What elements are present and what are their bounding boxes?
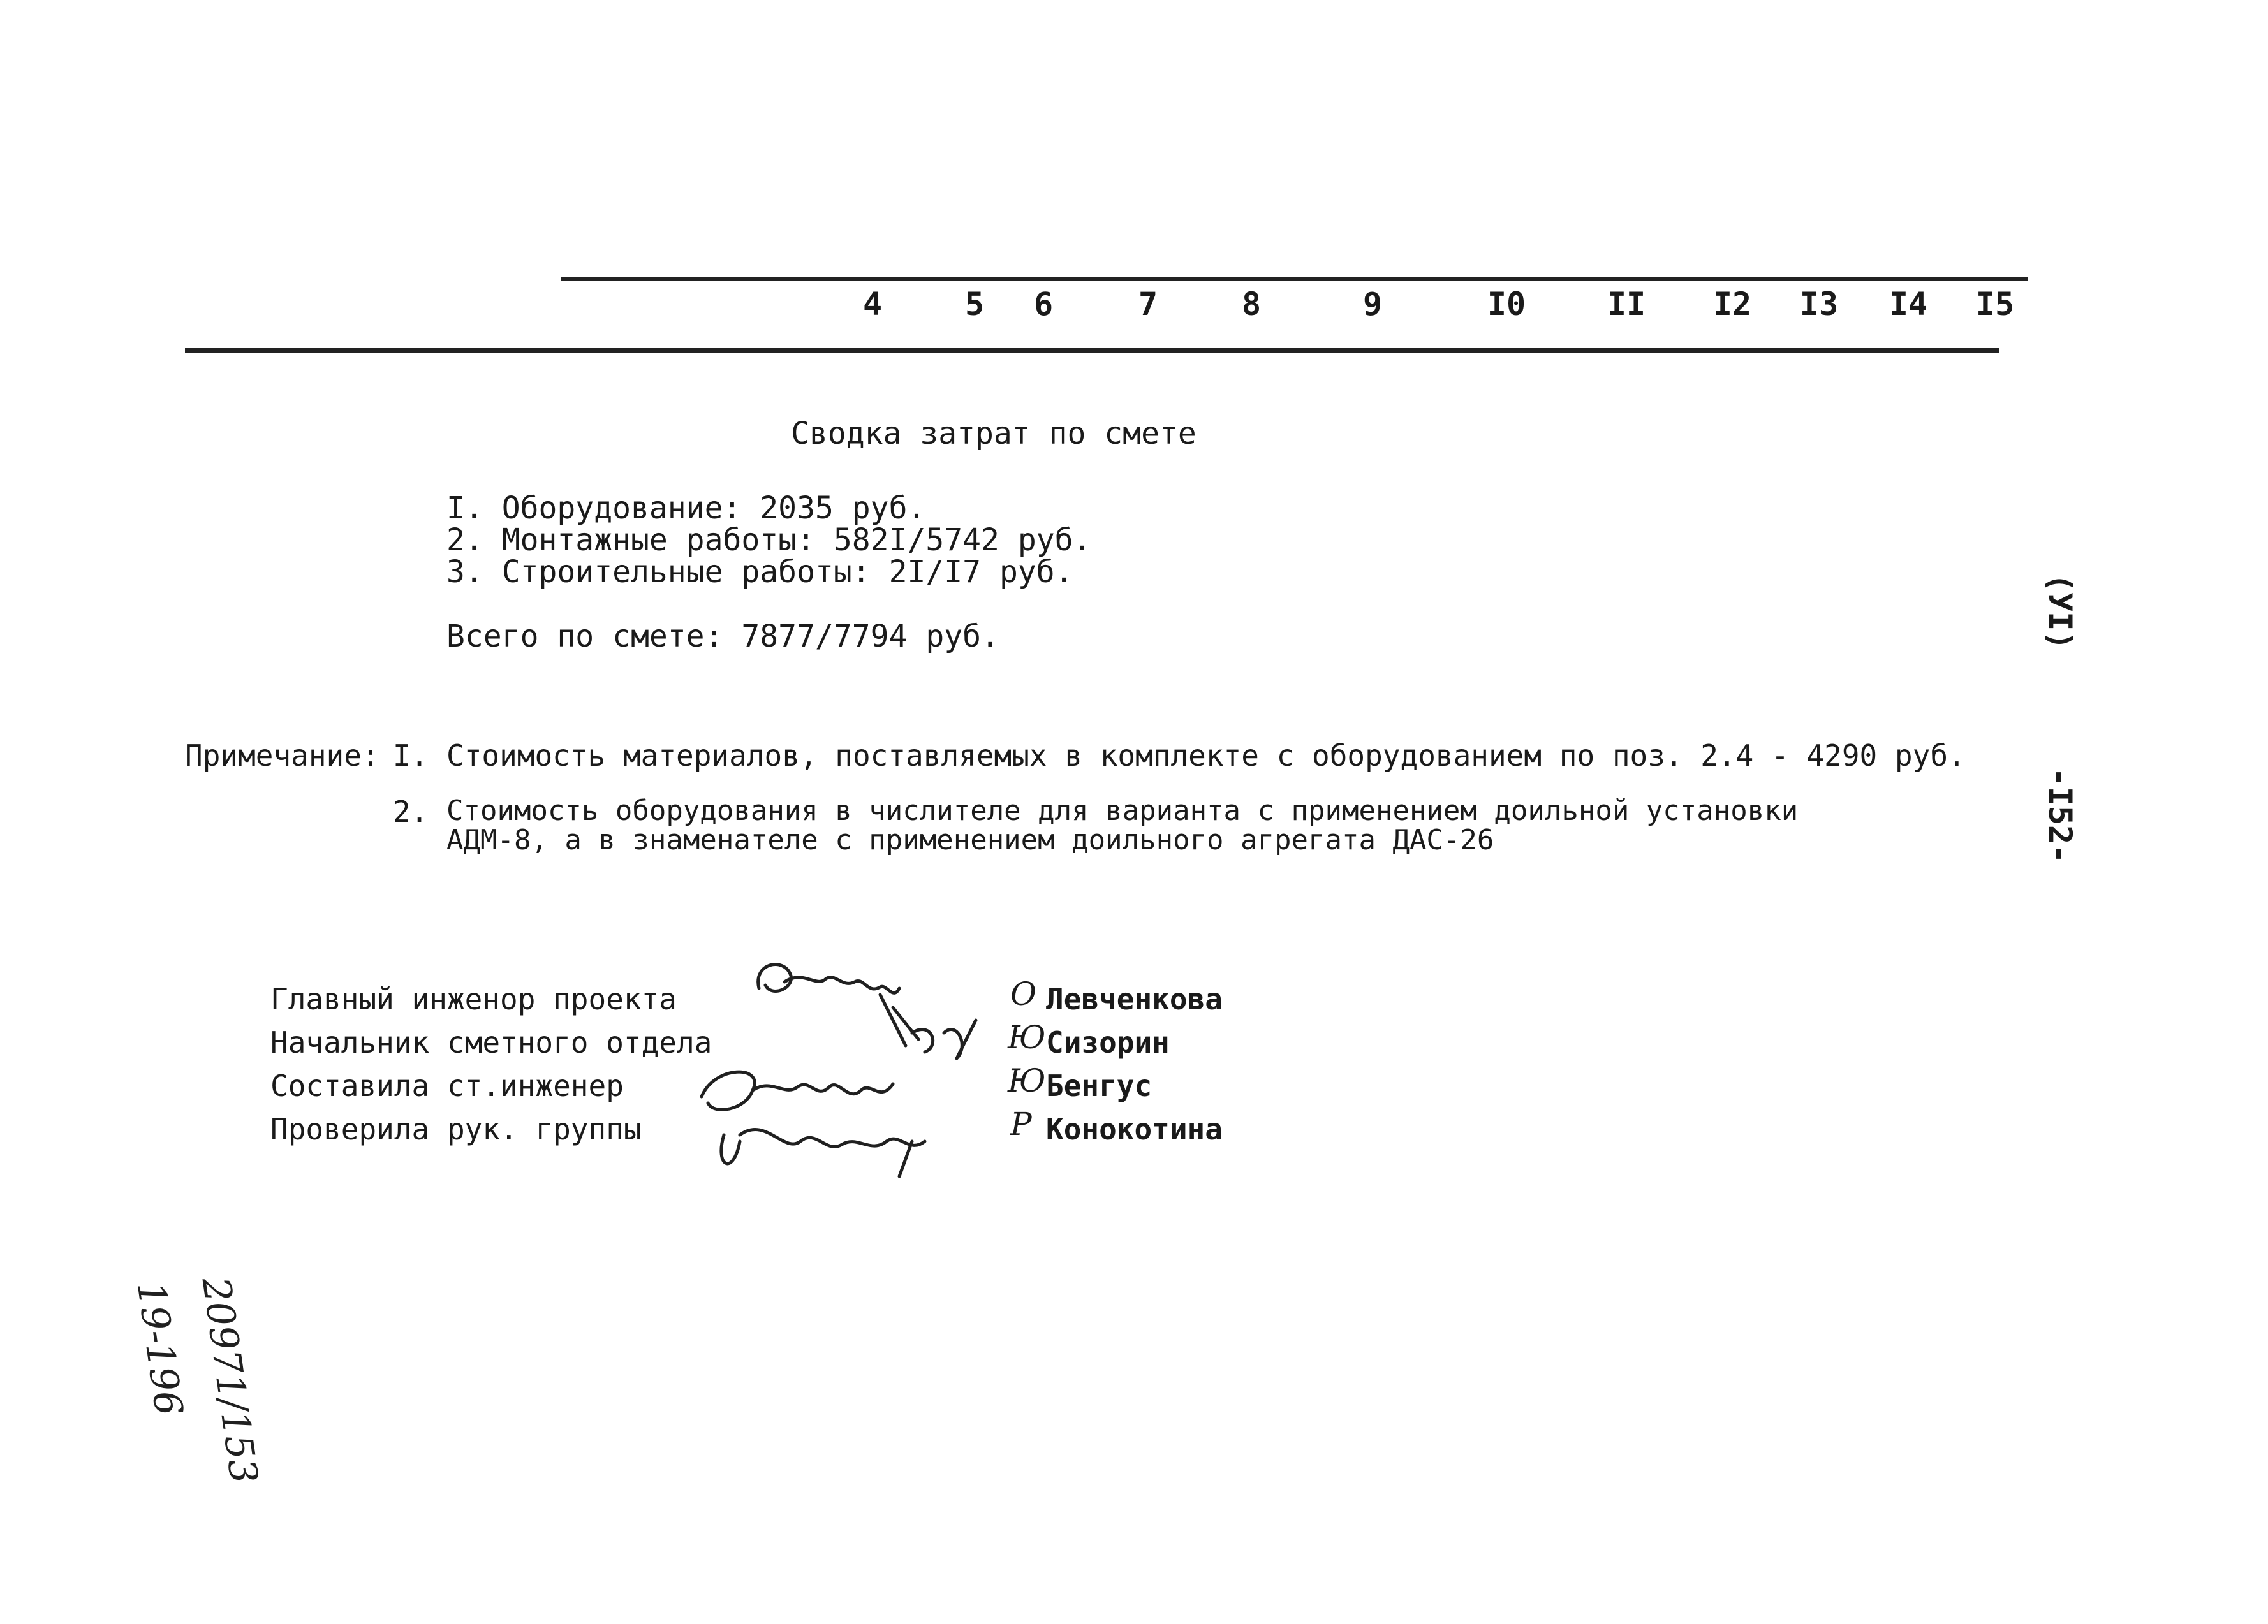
signature-name: Левченкова <box>1046 982 1223 1016</box>
sheet-code: (УI) <box>2042 573 2079 650</box>
note-2-number: 2. <box>393 794 429 829</box>
cost-item-construction: 3. Строительные работы: 2I/I7 руб. <box>446 554 1073 590</box>
handwritten-signatures <box>689 950 1033 1180</box>
column-number: 4 <box>862 286 883 323</box>
column-number: I2 <box>1712 286 1752 323</box>
page-number: -I52- <box>2042 767 2079 864</box>
signature-role: Начальник сметного отдела <box>270 1025 712 1060</box>
signature-name: Сизорин <box>1046 1025 1170 1060</box>
signature-initial: Ю <box>1008 1062 1046 1099</box>
archive-date: 19-196 <box>128 1278 191 1419</box>
signature-role: Составила ст.инженер <box>270 1069 624 1103</box>
column-number: 9 <box>1362 286 1383 323</box>
top-rule <box>561 277 2028 281</box>
header-bottom-rule <box>185 348 1999 353</box>
note-1-number: I. <box>393 738 429 773</box>
signature-initial: Р <box>1010 1106 1032 1143</box>
cost-item-equipment: I. Оборудование: 2035 руб. <box>446 490 926 526</box>
cost-item-installation: 2. Монтажные работы: 582I/5742 руб. <box>446 522 1092 558</box>
note-label: Примечание: <box>185 738 379 773</box>
archive-number: 20971/153 <box>193 1274 267 1487</box>
note-2-text-line-2: АДМ-8, а в знаменателе с применением доильного агрегата ДАС-26 <box>446 824 1494 856</box>
summary-title: Сводка затрат по смете <box>791 416 1197 451</box>
column-number: II <box>1607 286 1646 323</box>
note-2-text-line-1: Стоимость оборудования в числителе для варианта с применением доильной установки <box>446 794 1799 827</box>
estimate-total: Всего по смете: 7877/7794 руб. <box>446 618 999 654</box>
column-number: 6 <box>1033 286 1054 323</box>
column-number: I0 <box>1487 286 1526 323</box>
column-number: I4 <box>1889 286 1928 323</box>
note-1-text: Стоимость материалов, поставляемых в комплекте с оборудованием по поз. 2.4 - 4290 руб. <box>446 738 1966 773</box>
column-number: 7 <box>1138 286 1158 323</box>
column-number: I5 <box>1975 286 2015 323</box>
column-number: I3 <box>1799 286 1839 323</box>
column-number: 5 <box>964 286 985 323</box>
cost-items-list <box>446 492 1091 588</box>
signature-role: Проверила рук. группы <box>270 1112 642 1146</box>
signature-initial: О <box>1010 976 1036 1013</box>
signature-name: Бенгус <box>1046 1069 1152 1103</box>
signature-initial: Ю <box>1008 1019 1046 1056</box>
column-number: 8 <box>1241 286 1262 323</box>
signature-role: Главный инженор проекта <box>270 982 677 1016</box>
signature-name: Конокотина <box>1046 1112 1223 1146</box>
